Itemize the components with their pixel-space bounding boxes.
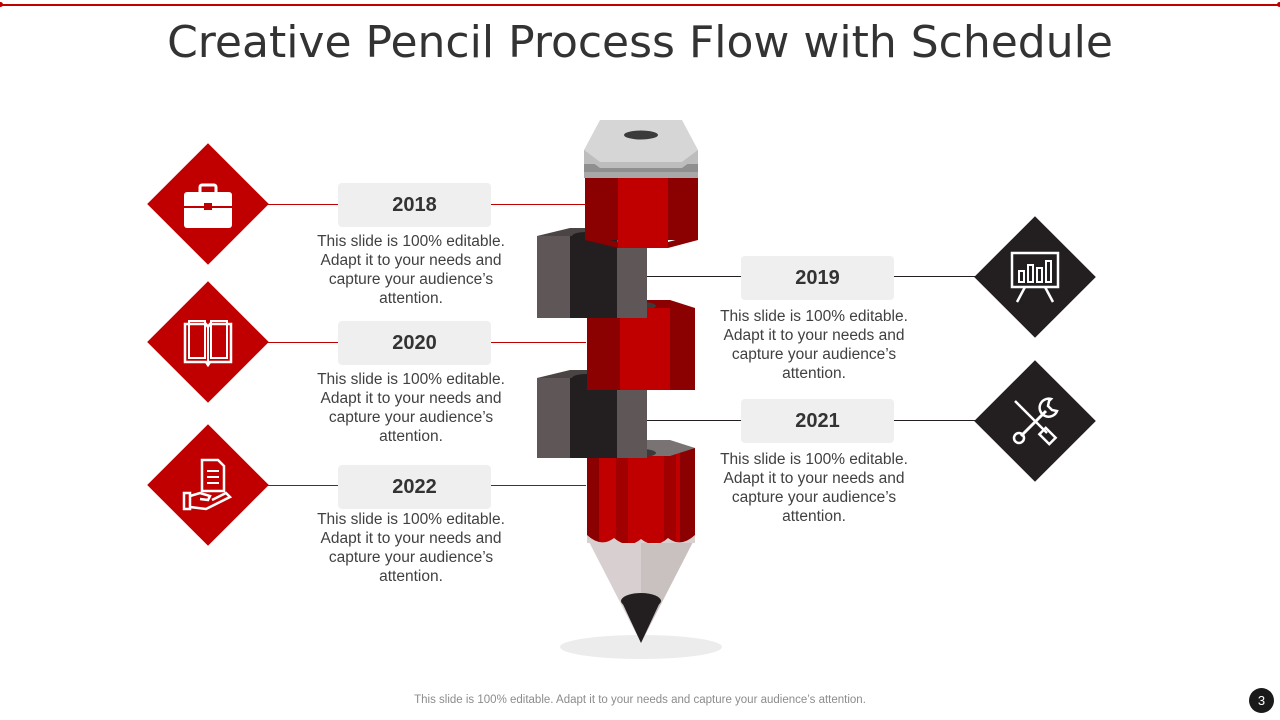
page-number-badge: 3 — [1249, 688, 1274, 713]
connector-line-2021-left — [647, 420, 741, 421]
step-description-2022: This slide is 100% editable. Adapt it to your needs and capture your audience’s attention. — [317, 511, 505, 585]
year-label-2019: 2019 — [741, 256, 894, 300]
step-description-2018: This slide is 100% editable. Adapt it to your needs and capture your audience’s attention. — [317, 233, 505, 307]
top-border-line — [0, 4, 1280, 6]
step-description-2020: This slide is 100% editable. Adapt it to your needs and capture your audience’s attention. — [317, 371, 505, 445]
connector-line-2021-right — [894, 420, 982, 421]
connector-line-2019-left — [647, 276, 741, 277]
connector-line-2022-left — [265, 485, 338, 486]
connector-line-2018-left — [265, 204, 338, 205]
briefcase-icon — [178, 174, 238, 234]
step-description-2019: This slide is 100% editable. Adapt it to your needs and capture your audience’s attention. — [720, 308, 908, 382]
step-description-2021: This slide is 100% editable. Adapt it to your needs and capture your audience’s attention. — [720, 451, 908, 525]
year-label-2021: 2021 — [741, 399, 894, 443]
year-label-2022: 2022 — [338, 465, 491, 509]
top-border-dot-left — [0, 2, 3, 7]
footer-note: This slide is 100% editable. Adapt it to your needs and capture your audience’s attention. — [414, 694, 866, 706]
tools-icon — [1005, 391, 1065, 451]
slide-title: Creative Pencil Process Flow with Schedule — [167, 17, 1113, 68]
pencil-illustration — [530, 110, 730, 670]
year-label-2020: 2020 — [338, 321, 491, 365]
year-label-2018: 2018 — [338, 183, 491, 227]
connector-line-2018-right — [491, 204, 586, 205]
connector-line-2020-right — [491, 342, 586, 343]
presentation-chart-icon — [1005, 247, 1065, 307]
open-book-icon — [178, 312, 238, 372]
document-hand-icon — [178, 455, 238, 515]
connector-line-2020-left — [265, 342, 338, 343]
connector-line-2019-right — [894, 276, 982, 277]
connector-line-2022-right — [491, 485, 586, 486]
